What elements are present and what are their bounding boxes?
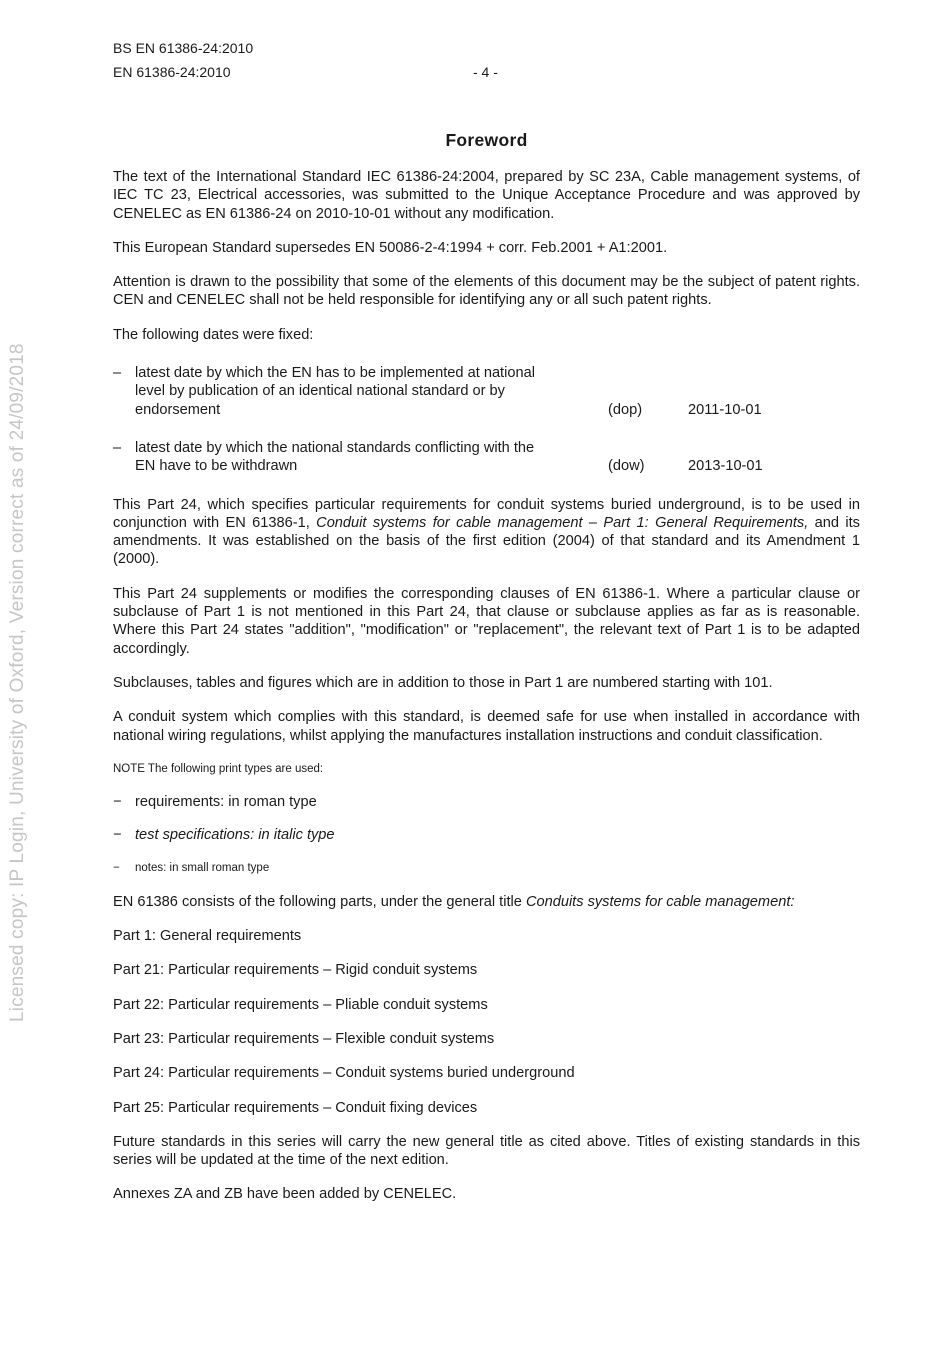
paragraph-part24-scope [113, 496, 860, 569]
list-item: Part 25: Particular requirements – Conduit fixing devices [113, 1099, 478, 1116]
paragraph-annexes: Annexes ZA and ZB have been added by CENELEC. [113, 1186, 457, 1203]
paragraph-parts-intro-title: Conduits systems for cable management: [525, 893, 795, 910]
paragraph-part24-scope-title: Conduit systems for cable management – Part 1: General Requirements, [316, 514, 809, 531]
paragraph-patent: Attention is drawn to the possibility that some of the elements of this document may be the subject of patent rights. CEN and CENELEC shall not be held responsible for identifying any or all such patent rights. [113, 274, 860, 309]
date-description: latest date by which the EN has to be implemented at national level by publication of an identical national standard or by endorsement [135, 365, 535, 418]
dates-list [113, 364, 860, 475]
list-item: Part 23: Particular requirements – Flexible conduit systems [113, 1030, 495, 1047]
list-dash: − [113, 862, 120, 875]
date-value: 2013-10-01 [688, 458, 763, 475]
list-dash: − [113, 827, 122, 844]
date-item-dow [113, 439, 860, 476]
header-standard-en: EN 61386-24:2010 [113, 64, 231, 80]
paragraph-numbering: Subclauses, tables and figures which are in addition to those in Part 1 are numbered starting with 101. [113, 674, 773, 691]
list-item: Part 24: Particular requirements – Conduit systems buried underground [113, 1065, 575, 1082]
parts-list [113, 927, 860, 1117]
list-dash: – [113, 439, 122, 456]
paragraph-intro: The text of the International Standard IEC 61386-24:2004, prepared by SC 23A, Cable management systems, of IEC TC 23, Electrical accessories, was submitted to the Unique Acceptance Procedure and was approved by CENELEC as EN 61386-24 on 2010-10-01 without any modification. [113, 169, 860, 222]
note-print-types: NOTE The following print types are used: [113, 762, 324, 775]
page-header [113, 36, 860, 84]
print-type-small [113, 859, 860, 877]
paragraph-future: Future standards in this series will carry the new general title as cited above. Titles of existing standards in this series will be updated at the time of the next edition. [113, 1133, 860, 1169]
print-type-text: test specifications: in italic type [135, 827, 335, 844]
paragraph-supplements: This Part 24 supplements or modifies the corresponding clauses of EN 61386-1. Where a particular clause or subclause of Part 1 is not mentioned in this Part 24, that clause or subclause applies as far as is reasonable. Where this Part 24 states "addition", "modification" or "replacement", the relevant text of Part 1 is to be adapted accordingly. [113, 585, 860, 657]
page-title: Foreword [445, 130, 528, 150]
date-item-dop [113, 364, 860, 419]
paragraph-parts-intro-a: EN 61386 consists of the following parts, under the general title [113, 893, 522, 910]
list-dash: – [113, 365, 122, 382]
list-item: Part 22: Particular requirements – Pliable conduit systems [113, 996, 488, 1013]
list-item: Part 1: General requirements [113, 928, 302, 945]
document-page [113, 36, 860, 1203]
header-standard-bs: BS EN 61386-24:2010 [113, 40, 254, 56]
print-type-roman [113, 793, 860, 811]
paragraph-part24-scope-b: and its amendments. It was established on the basis of the first edition (2004) of that standard and its Amendment 1 (2000). [113, 514, 860, 568]
paragraph-supersedes: This European Standard supersedes EN 50086-2-4:1994 + corr. Feb.2001 + A1:2001. [113, 239, 668, 256]
paragraph-part24-scope-a: This Part 24, which specifies particular requirements for conduit systems buried underground, is to be used in conjunction with EN 61386-1, [113, 496, 860, 531]
print-type-text: notes: in small roman type [135, 862, 270, 875]
print-type-italic [113, 826, 860, 844]
date-abbreviation: (dow) [608, 458, 645, 475]
license-watermark: Licensed copy: IP Login, University of Oxford, Version correct as of 24/09/2018 [7, 343, 28, 1022]
list-dash: − [113, 793, 122, 810]
paragraph-compliance: A conduit system which complies with this standard, is deemed safe for use when installed in accordance with national wiring regulations, whilst applying the manufactures installation instructions and conduit classification. [113, 709, 860, 744]
date-value: 2011-10-01 [688, 401, 762, 418]
page-number: - 4 - [473, 64, 498, 80]
date-abbreviation: (dop) [608, 401, 643, 418]
paragraph-parts-intro [113, 893, 860, 911]
paragraph-dates-intro: The following dates were fixed: [113, 326, 314, 343]
list-item: Part 21: Particular requirements – Rigid conduit systems [113, 962, 478, 979]
foreword-body [113, 168, 860, 1220]
print-type-text: requirements: in roman type [135, 793, 317, 810]
date-description: latest date by which the national standards conflicting with the EN have to be withdrawn [135, 439, 535, 475]
